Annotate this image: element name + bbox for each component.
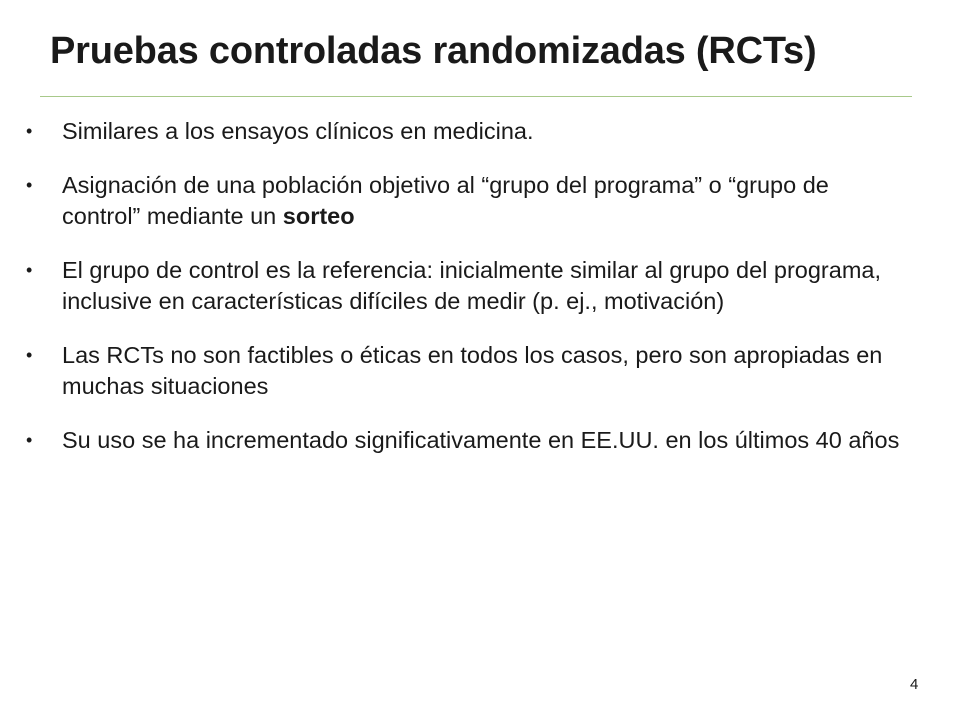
page-number: 4 — [910, 676, 919, 693]
bullet-emphasis: sorteo — [282, 203, 355, 229]
bullet-text: El grupo de control es la referencia: inicialmente similar al grupo del programa, inclusive en características difíciles de medir (p. ej., motivación) — [62, 257, 881, 314]
bullet-item — [26, 340, 906, 402]
bullet-text: Las RCTs no son factibles o éticas en todos los casos, pero son apropiadas en muchas situaciones — [62, 342, 883, 399]
bullet-text: Su uso se ha incrementado significativamente en EE.UU. en los últimos 40 años — [62, 427, 900, 453]
title-divider — [40, 96, 912, 97]
bullet-item — [26, 116, 906, 147]
bullet-icon: • — [26, 345, 33, 365]
bullet-item — [26, 425, 906, 456]
bullet-icon: • — [26, 175, 33, 195]
bullet-list — [26, 116, 906, 479]
bullet-icon: • — [26, 430, 33, 450]
bullet-item — [26, 255, 906, 317]
bullet-icon: • — [26, 121, 33, 141]
bullet-item — [26, 170, 906, 232]
bullet-text: Asignación de una población objetivo al “grupo del programa” o “grupo de control” mediante un — [62, 172, 829, 229]
bullet-icon: • — [26, 260, 33, 280]
slide-title: Pruebas controladas randomizadas (RCTs) — [50, 30, 817, 72]
bullet-text: Similares a los ensayos clínicos en medicina. — [62, 118, 534, 144]
